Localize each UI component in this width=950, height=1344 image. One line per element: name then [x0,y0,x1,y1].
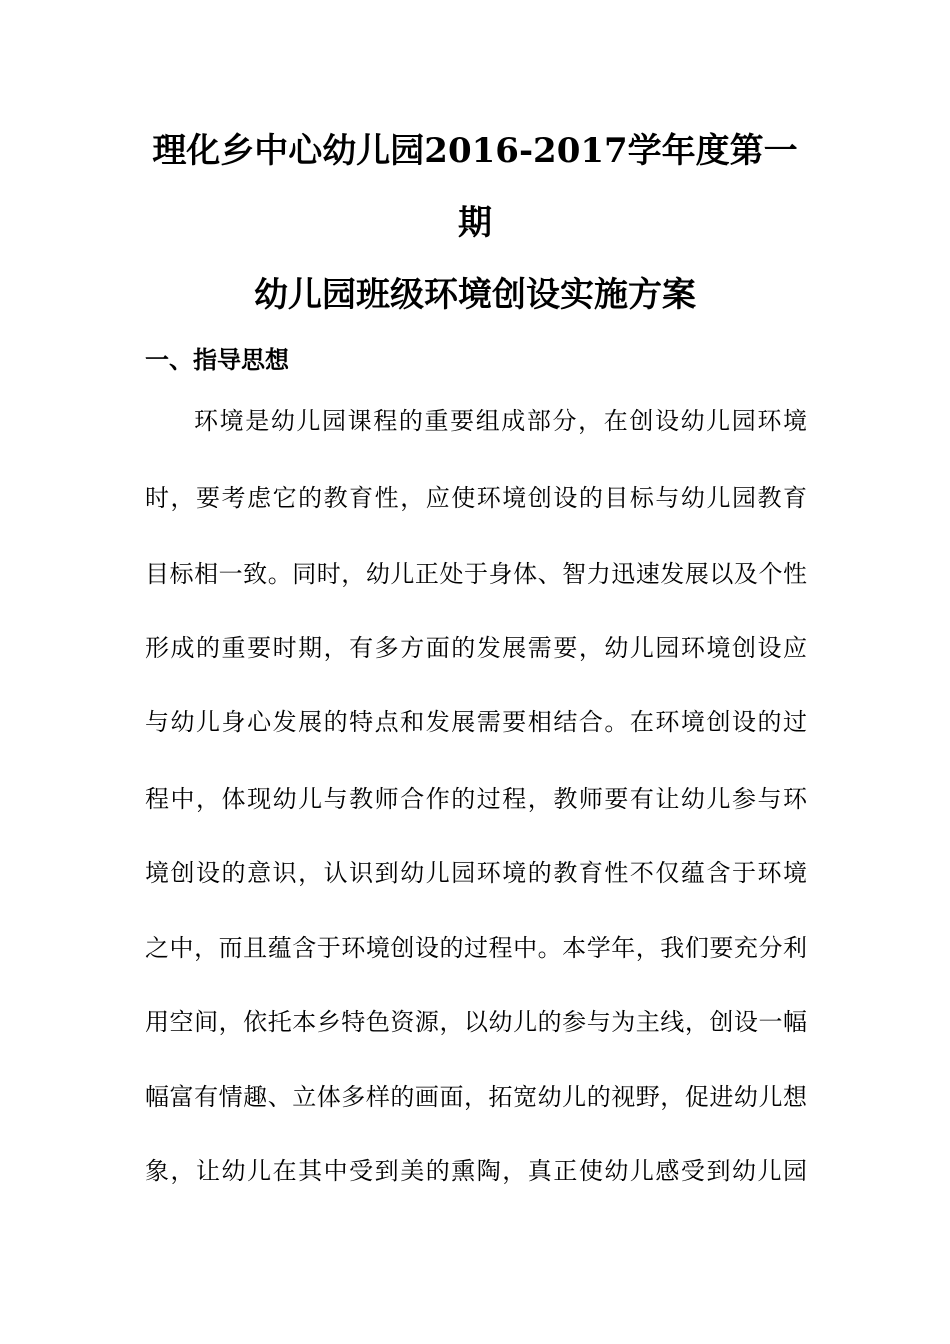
section-heading: 一、指导思想 [145,346,289,374]
paragraph-line: 与幼儿身心发展的特点和发展需要相结合。在环境创设的过 [145,708,807,736]
paragraph-line: 幅富有情趣、立体多样的画面，拓宽幼儿的视野，促进幼儿想 [145,1083,807,1111]
paragraph-line: 时，要考虑它的教育性，应使环境创设的目标与幼儿园教育 [145,484,807,512]
paragraph-line: 境创设的意识，认识到幼儿园环境的教育性不仅蕴含于环境 [145,859,807,887]
paragraph-line: 程中，体现幼儿与教师合作的过程，教师要有让幼儿参与环 [145,785,807,813]
paragraph-line: 之中，而且蕴含于环境创设的过程中。本学年，我们要充分利 [145,934,807,962]
paragraph-line: 用空间，依托本乡特色资源，以幼儿的参与为主线，创设一幅 [145,1008,807,1036]
paragraph-line: 象，让幼儿在其中受到美的熏陶，真正使幼儿感受到幼儿园 [145,1157,807,1185]
document-title-line-1: 理化乡中心幼儿园2016-2017学年度第一 [152,131,798,171]
paragraph-line: 目标相一致。同时，幼儿正处于身体、智力迅速发展以及个性 [145,560,807,588]
paragraph-line: 环境是幼儿园课程的重要组成部分，在创设幼儿园环境 [194,407,807,435]
document-title-line-3: 幼儿园班级环境创设实施方案 [254,275,696,315]
document-title-line-2: 期 [458,203,492,243]
paragraph-line: 形成的重要时期，有多方面的发展需要，幼儿园环境创设应 [145,634,807,662]
